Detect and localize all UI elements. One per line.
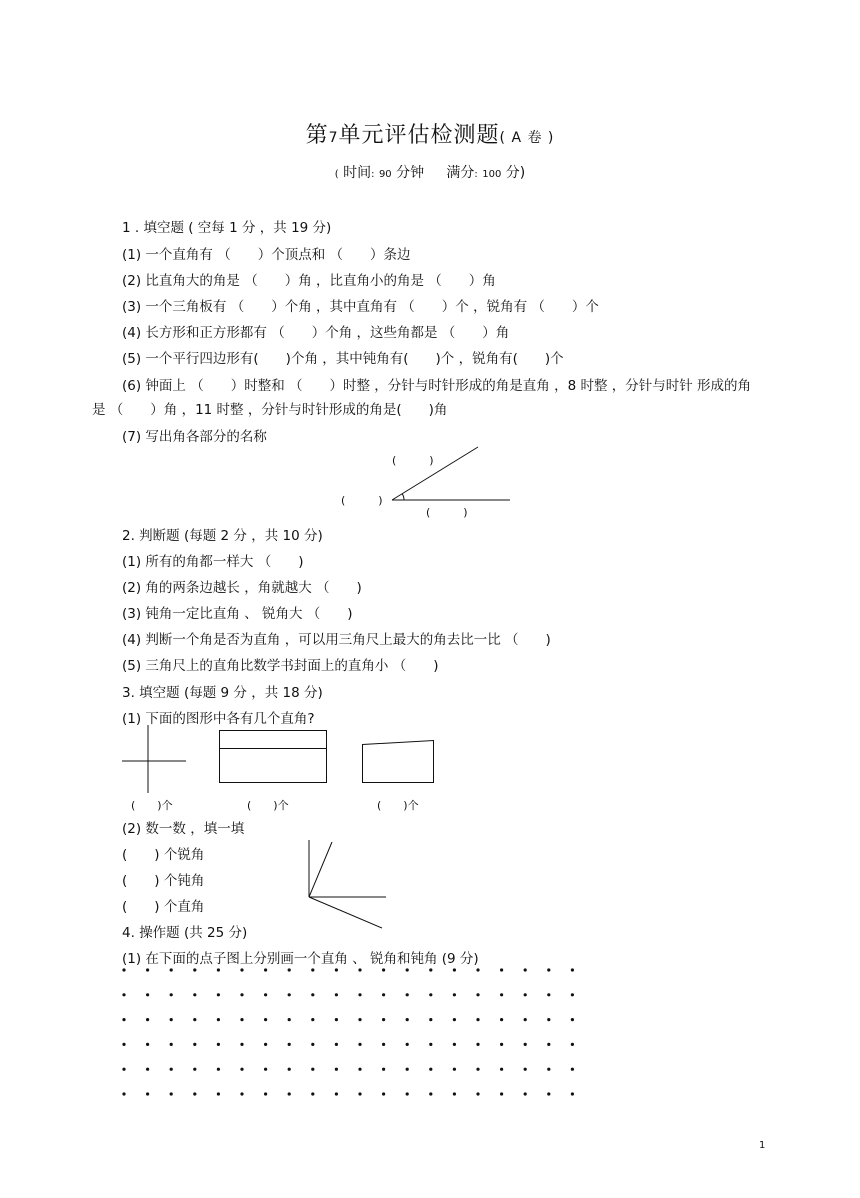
grid-dot[interactable] [288,1018,291,1021]
grid-dot[interactable] [122,968,125,971]
grid-dot[interactable] [146,968,149,971]
grid-dot[interactable] [406,1043,409,1046]
grid-dot[interactable] [476,1043,479,1046]
time-colon: : [371,169,375,180]
grid-dot[interactable] [476,993,479,996]
time-unit: 分钟 [396,165,425,181]
grid-dot[interactable] [122,1092,125,1095]
subtitle-open: ( [334,169,339,180]
grid-dot[interactable] [264,993,267,996]
grid-dot[interactable] [335,1092,338,1095]
grid-dot[interactable] [311,993,314,996]
trapezoid-shape [363,741,434,783]
count-obtuse: ( ) 个钝角 [122,873,205,889]
grid-dot[interactable] [311,1018,314,1021]
grid-dot[interactable] [429,1018,432,1021]
grid-dot[interactable] [571,993,574,996]
grid-dot[interactable] [217,1018,220,1021]
grid-dot[interactable] [382,1068,385,1071]
grid-dot[interactable] [524,1092,527,1095]
grid-dot[interactable] [193,993,196,996]
grid-dot[interactable] [264,968,267,971]
count-angles-figure [300,838,395,933]
grid-dot[interactable] [547,993,550,996]
score-unit: 分) [505,165,526,181]
title-main: 单元评估检测题 [338,123,500,148]
score-colon: : [474,169,478,180]
grid-dot[interactable] [406,1018,409,1021]
grid-dot[interactable] [240,968,243,971]
grid-dot[interactable] [453,993,456,996]
grid-dot[interactable] [240,1068,243,1071]
q1-item-6: (6) 钟面上 （ ）时整和 （ ）时整 ，分针与时针形成的角是直角 ，8 时整 ，分针与时针 形成的角 [122,378,752,394]
grid-dot[interactable] [146,993,149,996]
grid-dot[interactable] [240,1043,243,1046]
score-label: 满分 [446,165,475,181]
right-angle-shapes [118,725,448,795]
grid-dot[interactable] [288,968,291,971]
shape-1-answer: ( )个 [131,799,173,812]
grid-dot[interactable] [288,1043,291,1046]
grid-dot[interactable] [193,968,196,971]
grid-dot[interactable] [571,1018,574,1021]
grid-dot[interactable] [547,1043,550,1046]
grid-dot[interactable] [547,1068,550,1071]
grid-dot[interactable] [453,968,456,971]
angle-lower-side-blank: ( ) [426,506,468,519]
grid-dot[interactable] [524,968,527,971]
grid-dot[interactable] [406,1068,409,1071]
grid-dot[interactable] [146,1068,149,1071]
q2-item-4: (4) 判断一个角是否为直角 ，可以用三角尺上最大的角去比一比 （ ) [122,632,551,648]
q2-item-5: (5) 三角尺上的直角比数学书封面上的直角小 （ ) [122,658,439,674]
grid-dot[interactable] [358,1043,361,1046]
q2-item-2: (2) 角的两条边越长 ，角就越大 （ ) [122,580,362,596]
section-4-header: 4. 操作题 (共 25 分) [122,925,248,941]
page-number: 1 [759,1140,766,1151]
grid-dot[interactable] [288,1068,291,1071]
shape-3-answer: ( )个 [377,799,419,812]
grid-dot[interactable] [288,993,291,996]
time-label: 时间 [343,165,372,181]
grid-dot[interactable] [547,1092,550,1095]
grid-dot[interactable] [217,1092,220,1095]
grid-dot[interactable] [335,1018,338,1021]
grid-dot[interactable] [429,1043,432,1046]
grid-dot[interactable] [406,968,409,971]
grid-dot[interactable] [453,1092,456,1095]
grid-dot[interactable] [288,1092,291,1095]
grid-dot[interactable] [524,993,527,996]
grid-dot[interactable] [358,1092,361,1095]
q1-item-3: (3) 一个三角板有 （ ）个角 ，其中直角有 （ ）个 ，锐角有 （ ）个 [122,299,599,315]
grid-dot[interactable] [382,1018,385,1021]
grid-dot[interactable] [240,1018,243,1021]
grid-dot[interactable] [406,993,409,996]
grid-dot[interactable] [264,1043,267,1046]
grid-dot[interactable] [193,1043,196,1046]
q2-item-1: (1) 所有的角都一样大 （ ) [122,554,304,570]
grid-dot[interactable] [429,1092,432,1095]
title-paper-label: ( A 卷 ) [499,130,555,146]
grid-dot[interactable] [122,993,125,996]
angle-vertex-blank: ( ) [341,494,383,507]
grid-dot[interactable] [358,993,361,996]
q1-item-2: (2) 比直角大的角是 （ ）角 ，比直角小的角是 （ ）角 [122,273,496,289]
grid-dot[interactable] [122,1068,125,1071]
page-title [0,118,860,149]
grid-dot[interactable] [217,968,220,971]
q1-item-5: (5) 一个平行四边形有( )个角 ，其中钝角有( )个 ，锐角有( )个 [122,351,564,367]
grid-dot[interactable] [500,993,503,996]
grid-dot[interactable] [264,1018,267,1021]
grid-dot[interactable] [335,968,338,971]
angle-arc [402,494,404,500]
count-right: ( ) 个直角 [122,899,205,915]
grid-dot[interactable] [146,1043,149,1046]
grid-dot[interactable] [358,1018,361,1021]
grid-dot[interactable] [382,1092,385,1095]
grid-dot[interactable] [311,1092,314,1095]
grid-dot[interactable] [122,1018,125,1021]
title-unit-number: 7 [328,130,339,146]
grid-dot[interactable] [476,1092,479,1095]
grid-dot[interactable] [240,1092,243,1095]
grid-dot[interactable] [170,1068,173,1071]
grid-dot[interactable] [217,1068,220,1071]
grid-dot[interactable] [476,1068,479,1071]
angle-side-blank: ( ) [392,454,434,467]
grid-dot[interactable] [429,993,432,996]
q4-sub-1: (1) 在下面的点子图上分别画一个直角 、 锐角和钝角 (9 分) [122,951,479,967]
grid-dot[interactable] [264,1092,267,1095]
grid-dot[interactable] [453,1043,456,1046]
grid-dot[interactable] [264,1068,267,1071]
grid-dot[interactable] [311,1043,314,1046]
grid-dot[interactable] [170,1018,173,1021]
grid-dot[interactable] [500,1043,503,1046]
grid-dot[interactable] [571,968,574,971]
grid-dot[interactable] [358,1068,361,1071]
grid-dot[interactable] [193,1068,196,1071]
grid-dot[interactable] [382,1043,385,1046]
grid-dot[interactable] [429,968,432,971]
grid-dot[interactable] [335,1068,338,1071]
q3-sub-2: (2) 数一数 ，填一填 [122,821,245,837]
grid-dot[interactable] [146,1018,149,1021]
grid-dot[interactable] [193,1092,196,1095]
dot-grid[interactable] [114,960,604,1105]
grid-dot[interactable] [453,1018,456,1021]
grid-dot[interactable] [500,1092,503,1095]
grid-dot[interactable] [358,968,361,971]
grid-dot[interactable] [571,1068,574,1071]
grid-dot[interactable] [335,993,338,996]
q1-item-1: (1) 一个直角有 （ ）个顶点和 （ ）条边 [122,247,411,263]
grid-dot[interactable] [335,1043,338,1046]
grid-dot[interactable] [547,1018,550,1021]
q1-item-7: (7) 写出角各部分的名称 [122,429,267,445]
grid-dot[interactable] [571,1092,574,1095]
grid-dot[interactable] [170,993,173,996]
grid-dot[interactable] [547,968,550,971]
grid-dot[interactable] [122,1043,125,1046]
grid-dot[interactable] [382,993,385,996]
section-1-header: 1 . 填空题 ( 空每 1 分 ，共 19 分) [122,220,332,236]
grid-dot[interactable] [170,1043,173,1046]
grid-dot[interactable] [406,1092,409,1095]
grid-dot[interactable] [429,1068,432,1071]
divided-rectangle-shape [220,731,327,783]
cross-shape [122,725,186,793]
grid-dot[interactable] [476,968,479,971]
exam-info [0,162,860,182]
grid-dot[interactable] [524,1043,527,1046]
grid-dot[interactable] [453,1068,456,1071]
title-prefix: 第 [305,123,329,148]
grid-dot[interactable] [311,968,314,971]
grid-dot[interactable] [500,1068,503,1071]
grid-dot[interactable] [170,1092,173,1095]
grid-dot[interactable] [217,993,220,996]
grid-dot[interactable] [524,1018,527,1021]
time-value: 90 [378,169,392,180]
grid-dot[interactable] [500,968,503,971]
grid-dot[interactable] [476,1018,479,1021]
grid-dot[interactable] [571,1043,574,1046]
grid-dot[interactable] [500,1018,503,1021]
grid-dot[interactable] [240,993,243,996]
shape-2-answer: ( )个 [247,799,289,812]
score-value: 100 [482,169,502,180]
section-3-header: 3. 填空题 (每题 9 分 ，共 18 分) [122,685,323,701]
q1-item-6-continued: 是 （ ）角 ，11 时整 ，分针与时针形成的角是( )角 [92,402,448,418]
q3-sub-1: (1) 下面的图形中各有几个直角? [122,711,315,727]
grid-dot[interactable] [170,968,173,971]
grid-dot[interactable] [217,1043,220,1046]
grid-dot[interactable] [146,1092,149,1095]
grid-dot[interactable] [524,1068,527,1071]
section-2-header: 2. 判断题 (每题 2 分 ，共 10 分) [122,528,323,544]
grid-dot[interactable] [311,1068,314,1071]
count-acute: ( ) 个锐角 [122,847,205,863]
q2-item-3: (3) 钝角一定比直角 、 锐角大 （ ) [122,606,353,622]
grid-dot[interactable] [193,1018,196,1021]
grid-dot[interactable] [382,968,385,971]
q1-item-4: (4) 长方形和正方形都有 （ ）个角 ，这些角都是 （ ）角 [122,325,510,341]
